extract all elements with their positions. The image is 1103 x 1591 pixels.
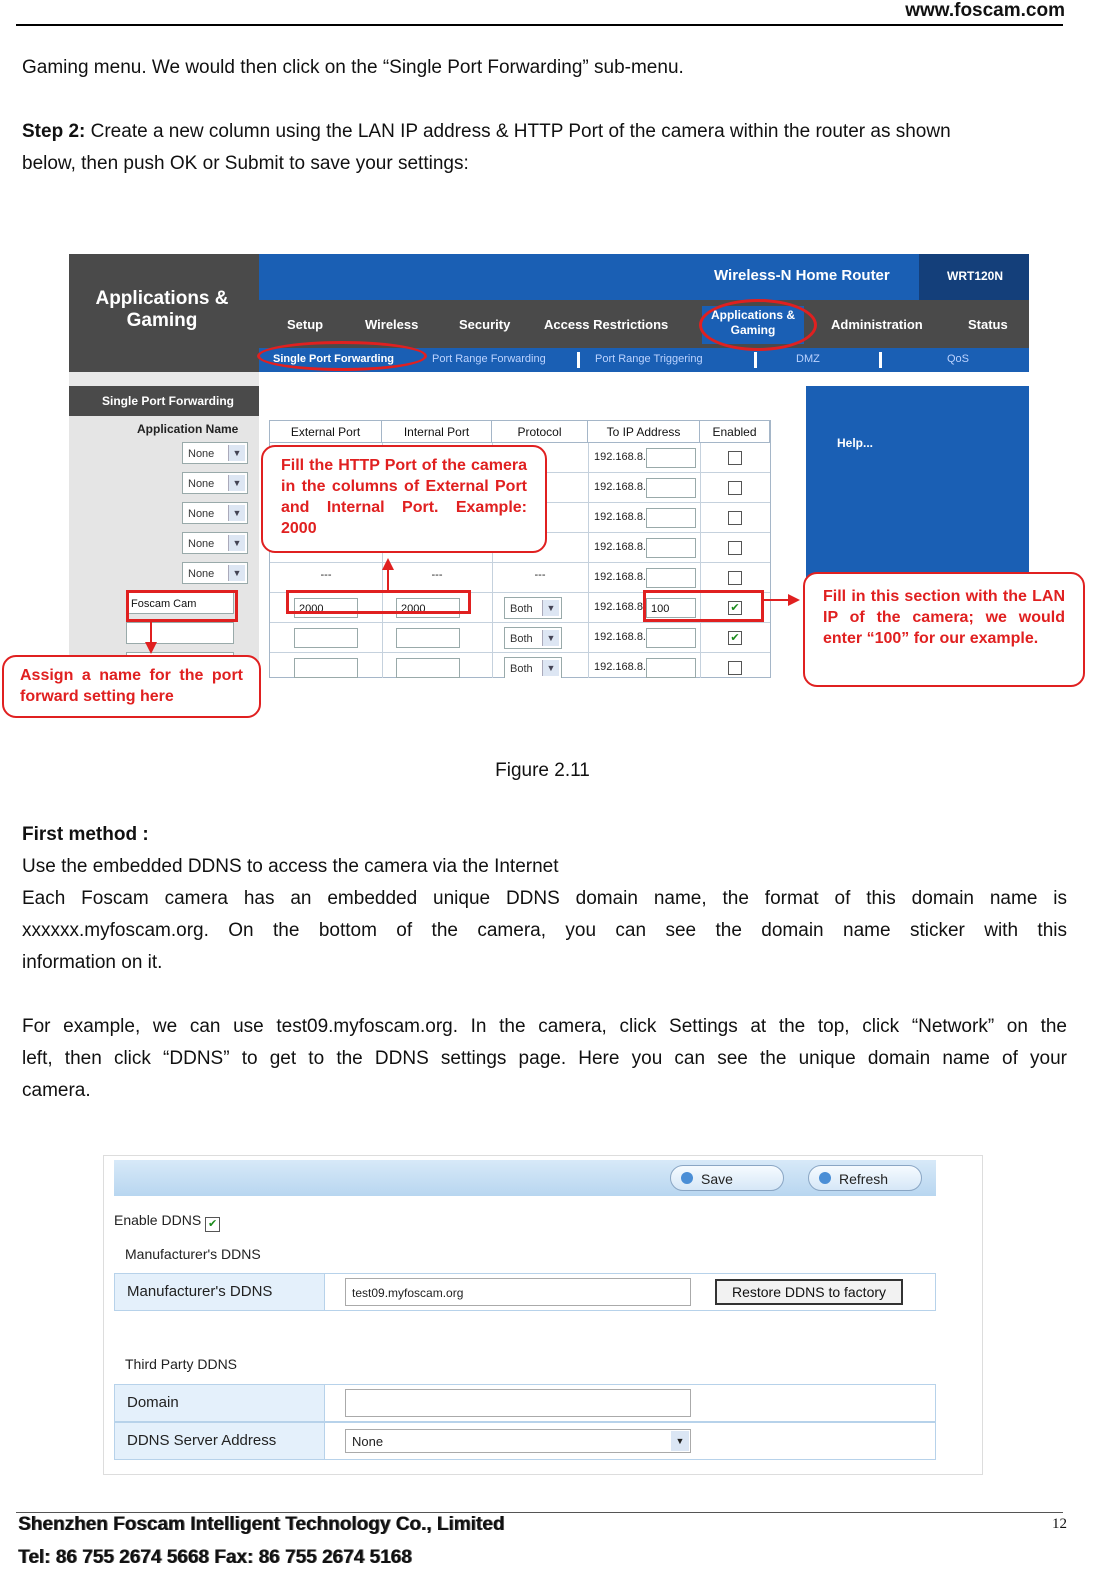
- ip-prefix: 192.168.8.: [594, 631, 646, 643]
- ip-prefix: 192.168.8.: [594, 601, 646, 613]
- router-brand-bar: [259, 254, 1029, 300]
- column-header: Internal Port: [382, 421, 492, 443]
- ip-last-octet-input[interactable]: [646, 658, 696, 678]
- domain-field[interactable]: [345, 1389, 691, 1417]
- router-brand: Wireless-N Home Router: [714, 267, 890, 284]
- highlight-ports-box: [286, 590, 471, 614]
- help-link[interactable]: Help...: [837, 436, 874, 450]
- header-rule: [16, 24, 1063, 26]
- refresh-label: Refresh: [839, 1171, 889, 1187]
- ip-last-octet-input[interactable]: [646, 478, 696, 498]
- domain-row: [114, 1384, 936, 1422]
- ip-last-octet-input[interactable]: [646, 448, 696, 468]
- ip-prefix: 192.168.8.: [594, 451, 646, 463]
- enabled-checkbox[interactable]: [728, 661, 742, 675]
- router-section-header: [69, 254, 259, 372]
- application-name-select[interactable]: [182, 472, 248, 494]
- internal-port-input[interactable]: [396, 628, 460, 648]
- first-method-line2: Each Foscam camera has an embedded unique DDNS domain name, the format of this domain name is: [22, 888, 1067, 909]
- ip-last-octet-input[interactable]: 100: [646, 598, 696, 618]
- subtab-port-range-triggering[interactable]: Port Range Triggering: [595, 353, 703, 365]
- first-method-line1: Use the embedded DDNS to access the camera via the Internet: [22, 856, 559, 877]
- step2-text: Create a new column using the LAN IP address & HTTP Port of the camera within the router as shown: [85, 121, 951, 142]
- manufacturer-section-title: Manufacturer's DDNS: [125, 1246, 261, 1262]
- save-label: Save: [701, 1171, 733, 1187]
- application-name-value: None: [188, 448, 215, 460]
- footer-contact: Tel: 86 755 2674 5668 Fax: 86 755 2674 5168: [18, 1547, 412, 1568]
- application-name-value: None: [188, 568, 215, 580]
- ddns-screenshot: [103, 1155, 983, 1475]
- chevron-down-icon: ▼: [542, 630, 559, 646]
- footer-company: Shenzhen Foscam Intelligent Technology Co., Limited: [18, 1514, 505, 1535]
- enabled-checkbox[interactable]: [728, 481, 742, 495]
- chevron-down-icon: ▼: [542, 660, 559, 676]
- external-port-input[interactable]: [294, 658, 358, 678]
- tab-setup[interactable]: Setup: [287, 317, 324, 332]
- enable-ddns-label: Enable DDNS: [114, 1212, 202, 1228]
- ip-prefix: 192.168.8.: [594, 661, 646, 673]
- enable-ddns-row: [114, 1212, 220, 1232]
- chevron-down-icon: ▼: [228, 565, 245, 581]
- enabled-checkbox[interactable]: ✔: [728, 631, 742, 645]
- tab-wireless[interactable]: Wireless: [365, 317, 419, 332]
- router-model: WRT120N: [947, 269, 1004, 283]
- chevron-down-icon: ▼: [228, 505, 245, 521]
- subtab-dmz[interactable]: DMZ: [796, 353, 820, 365]
- application-name-value: None: [188, 538, 215, 550]
- ip-last-octet-input[interactable]: [646, 508, 696, 528]
- highlight-ip-box: [643, 590, 764, 622]
- application-name-select[interactable]: [182, 502, 248, 524]
- application-name-input[interactable]: [126, 622, 234, 644]
- footer-rule: [16, 1512, 1063, 1513]
- manufacturer-ddns-label: Manufacturer's DDNS: [115, 1274, 325, 1310]
- subtab-port-range-forwarding[interactable]: Port Range Forwarding: [432, 353, 546, 365]
- protocol-select[interactable]: [504, 627, 562, 649]
- example-line3: camera.: [22, 1080, 91, 1101]
- save-icon: [681, 1172, 693, 1184]
- chevron-down-icon: ▼: [542, 600, 559, 616]
- ip-prefix: 192.168.8.: [594, 511, 646, 523]
- router-left-panel: [69, 386, 259, 678]
- page-number: 12: [1052, 1516, 1067, 1532]
- ddns-server-row: [114, 1422, 936, 1460]
- highlight-applications-ellipse: [699, 299, 817, 351]
- enabled-checkbox[interactable]: ✔: [728, 601, 742, 615]
- internal-port-value: ---: [431, 569, 443, 581]
- save-button[interactable]: [670, 1165, 784, 1191]
- protocol-select[interactable]: [504, 657, 562, 678]
- example-line1: For example, we can use test09.myfoscam.org. In the camera, click Settings at the top, click “Network” on the: [22, 1016, 1067, 1037]
- tab-applications-gaming[interactable]: Applications & Gaming: [710, 308, 795, 337]
- protocol-value: Both: [510, 603, 533, 615]
- protocol-select[interactable]: [504, 597, 562, 619]
- tab-status[interactable]: Status: [968, 317, 1008, 332]
- first-method-line4: information on it.: [22, 952, 163, 973]
- ip-last-octet-input[interactable]: [646, 538, 696, 558]
- column-header: To IP Address: [588, 421, 700, 443]
- subtab-single-port-forwarding[interactable]: Single Port Forwarding: [273, 353, 395, 365]
- ddns-server-select[interactable]: [345, 1429, 691, 1453]
- internal-port-input[interactable]: [396, 658, 460, 678]
- step2-label: Step 2:: [22, 121, 86, 142]
- ddns-server-label: DDNS Server Address: [115, 1423, 325, 1459]
- application-name-select[interactable]: [182, 442, 248, 464]
- protocol-value: Both: [510, 633, 533, 645]
- ddns-server-value: None: [352, 1434, 384, 1449]
- step2-line1: [22, 116, 1067, 148]
- manufacturer-ddns-row: [114, 1273, 936, 1311]
- protocol-value: ---: [534, 569, 546, 581]
- left-title: Single Port Forwarding: [102, 394, 235, 408]
- application-name-value: None: [188, 508, 215, 520]
- enabled-checkbox[interactable]: [728, 451, 742, 465]
- highlight-single-port-ellipse: [257, 341, 427, 371]
- subtab-qos[interactable]: QoS: [947, 353, 970, 365]
- left-label: Application Name: [137, 422, 239, 436]
- application-name-select[interactable]: [182, 562, 248, 584]
- callout-app-name-arrow: [150, 622, 152, 644]
- ip-prefix: 192.168.8.: [594, 571, 646, 583]
- refresh-icon: [819, 1172, 831, 1184]
- domain-label: Domain: [115, 1385, 325, 1421]
- site-url: www.foscam.com: [905, 0, 1065, 21]
- application-name-select[interactable]: [182, 532, 248, 554]
- tab-security[interactable]: Security: [459, 317, 511, 332]
- column-header: Enabled: [700, 421, 770, 443]
- callout-http-port-arrow: [387, 570, 389, 590]
- callout-app-name: Assign a name for the port forward setting here: [2, 655, 261, 718]
- ddns-toolbar: [114, 1160, 936, 1196]
- ip-last-octet-input[interactable]: [646, 628, 696, 648]
- restore-ddns-button[interactable]: Restore DDNS to factory: [715, 1279, 903, 1305]
- column-header: Protocol: [492, 421, 588, 443]
- enabled-checkbox[interactable]: [728, 571, 742, 585]
- callout-lan-ip-arrow: [764, 599, 790, 601]
- figure-caption: Figure 2.11: [495, 760, 590, 781]
- internal-port-input[interactable]: 2000: [396, 598, 460, 618]
- enabled-checkbox[interactable]: [728, 511, 742, 525]
- enable-ddns-checkbox[interactable]: ✔: [205, 1217, 220, 1232]
- callout-http-port: Fill the HTTP Port of the camera in the columns of External Port and Internal Port. Example: 2000: [261, 445, 547, 553]
- ip-prefix: 192.168.8.: [594, 481, 646, 493]
- external-port-input[interactable]: [294, 628, 358, 648]
- tab-administration[interactable]: Administration: [831, 317, 923, 332]
- manufacturer-ddns-field[interactable]: test09.myfoscam.org: [345, 1278, 691, 1306]
- first-method-title: First method :: [22, 824, 149, 845]
- tab-access-restrictions[interactable]: Access Restrictions: [544, 317, 669, 332]
- application-name-input[interactable]: Foscam Cam: [126, 592, 234, 614]
- chevron-down-icon: ▼: [228, 445, 245, 461]
- chevron-down-icon: ▼: [671, 1431, 689, 1451]
- router-section-title: Applications & Gaming: [95, 288, 229, 331]
- external-port-value: ---: [320, 569, 332, 581]
- column-header: External Port: [270, 421, 382, 443]
- callout-lan-ip: Fill in this section with the LAN IP of the camera; we would enter “100” for our example.: [803, 572, 1085, 687]
- first-method-line3: xxxxxx.myfoscam.org. On the bottom of the camera, you can see the domain name sticker with this: [22, 920, 1067, 941]
- chevron-down-icon: ▼: [228, 535, 245, 551]
- example-line2: left, then click “DDNS” to get to the DDNS settings page. Here you can see the unique domain name of your: [22, 1048, 1067, 1069]
- intro-paragraph: Gaming menu. We would then click on the “Single Port Forwarding” sub-menu.: [22, 57, 684, 78]
- highlight-app-name-box: [126, 590, 238, 622]
- enabled-checkbox[interactable]: [728, 541, 742, 555]
- router-tabs: [259, 300, 1029, 348]
- application-name-value: None: [188, 478, 215, 490]
- step2-line2: below, then push OK or Submit to save your settings:: [22, 153, 469, 174]
- chevron-down-icon: ▼: [228, 475, 245, 491]
- third-party-section-title: Third Party DDNS: [125, 1356, 238, 1372]
- external-port-input[interactable]: 2000: [294, 598, 358, 618]
- ip-last-octet-input[interactable]: [646, 568, 696, 588]
- ip-prefix: 192.168.8.: [594, 541, 646, 553]
- protocol-value: Both: [510, 663, 533, 675]
- refresh-button[interactable]: [808, 1165, 922, 1191]
